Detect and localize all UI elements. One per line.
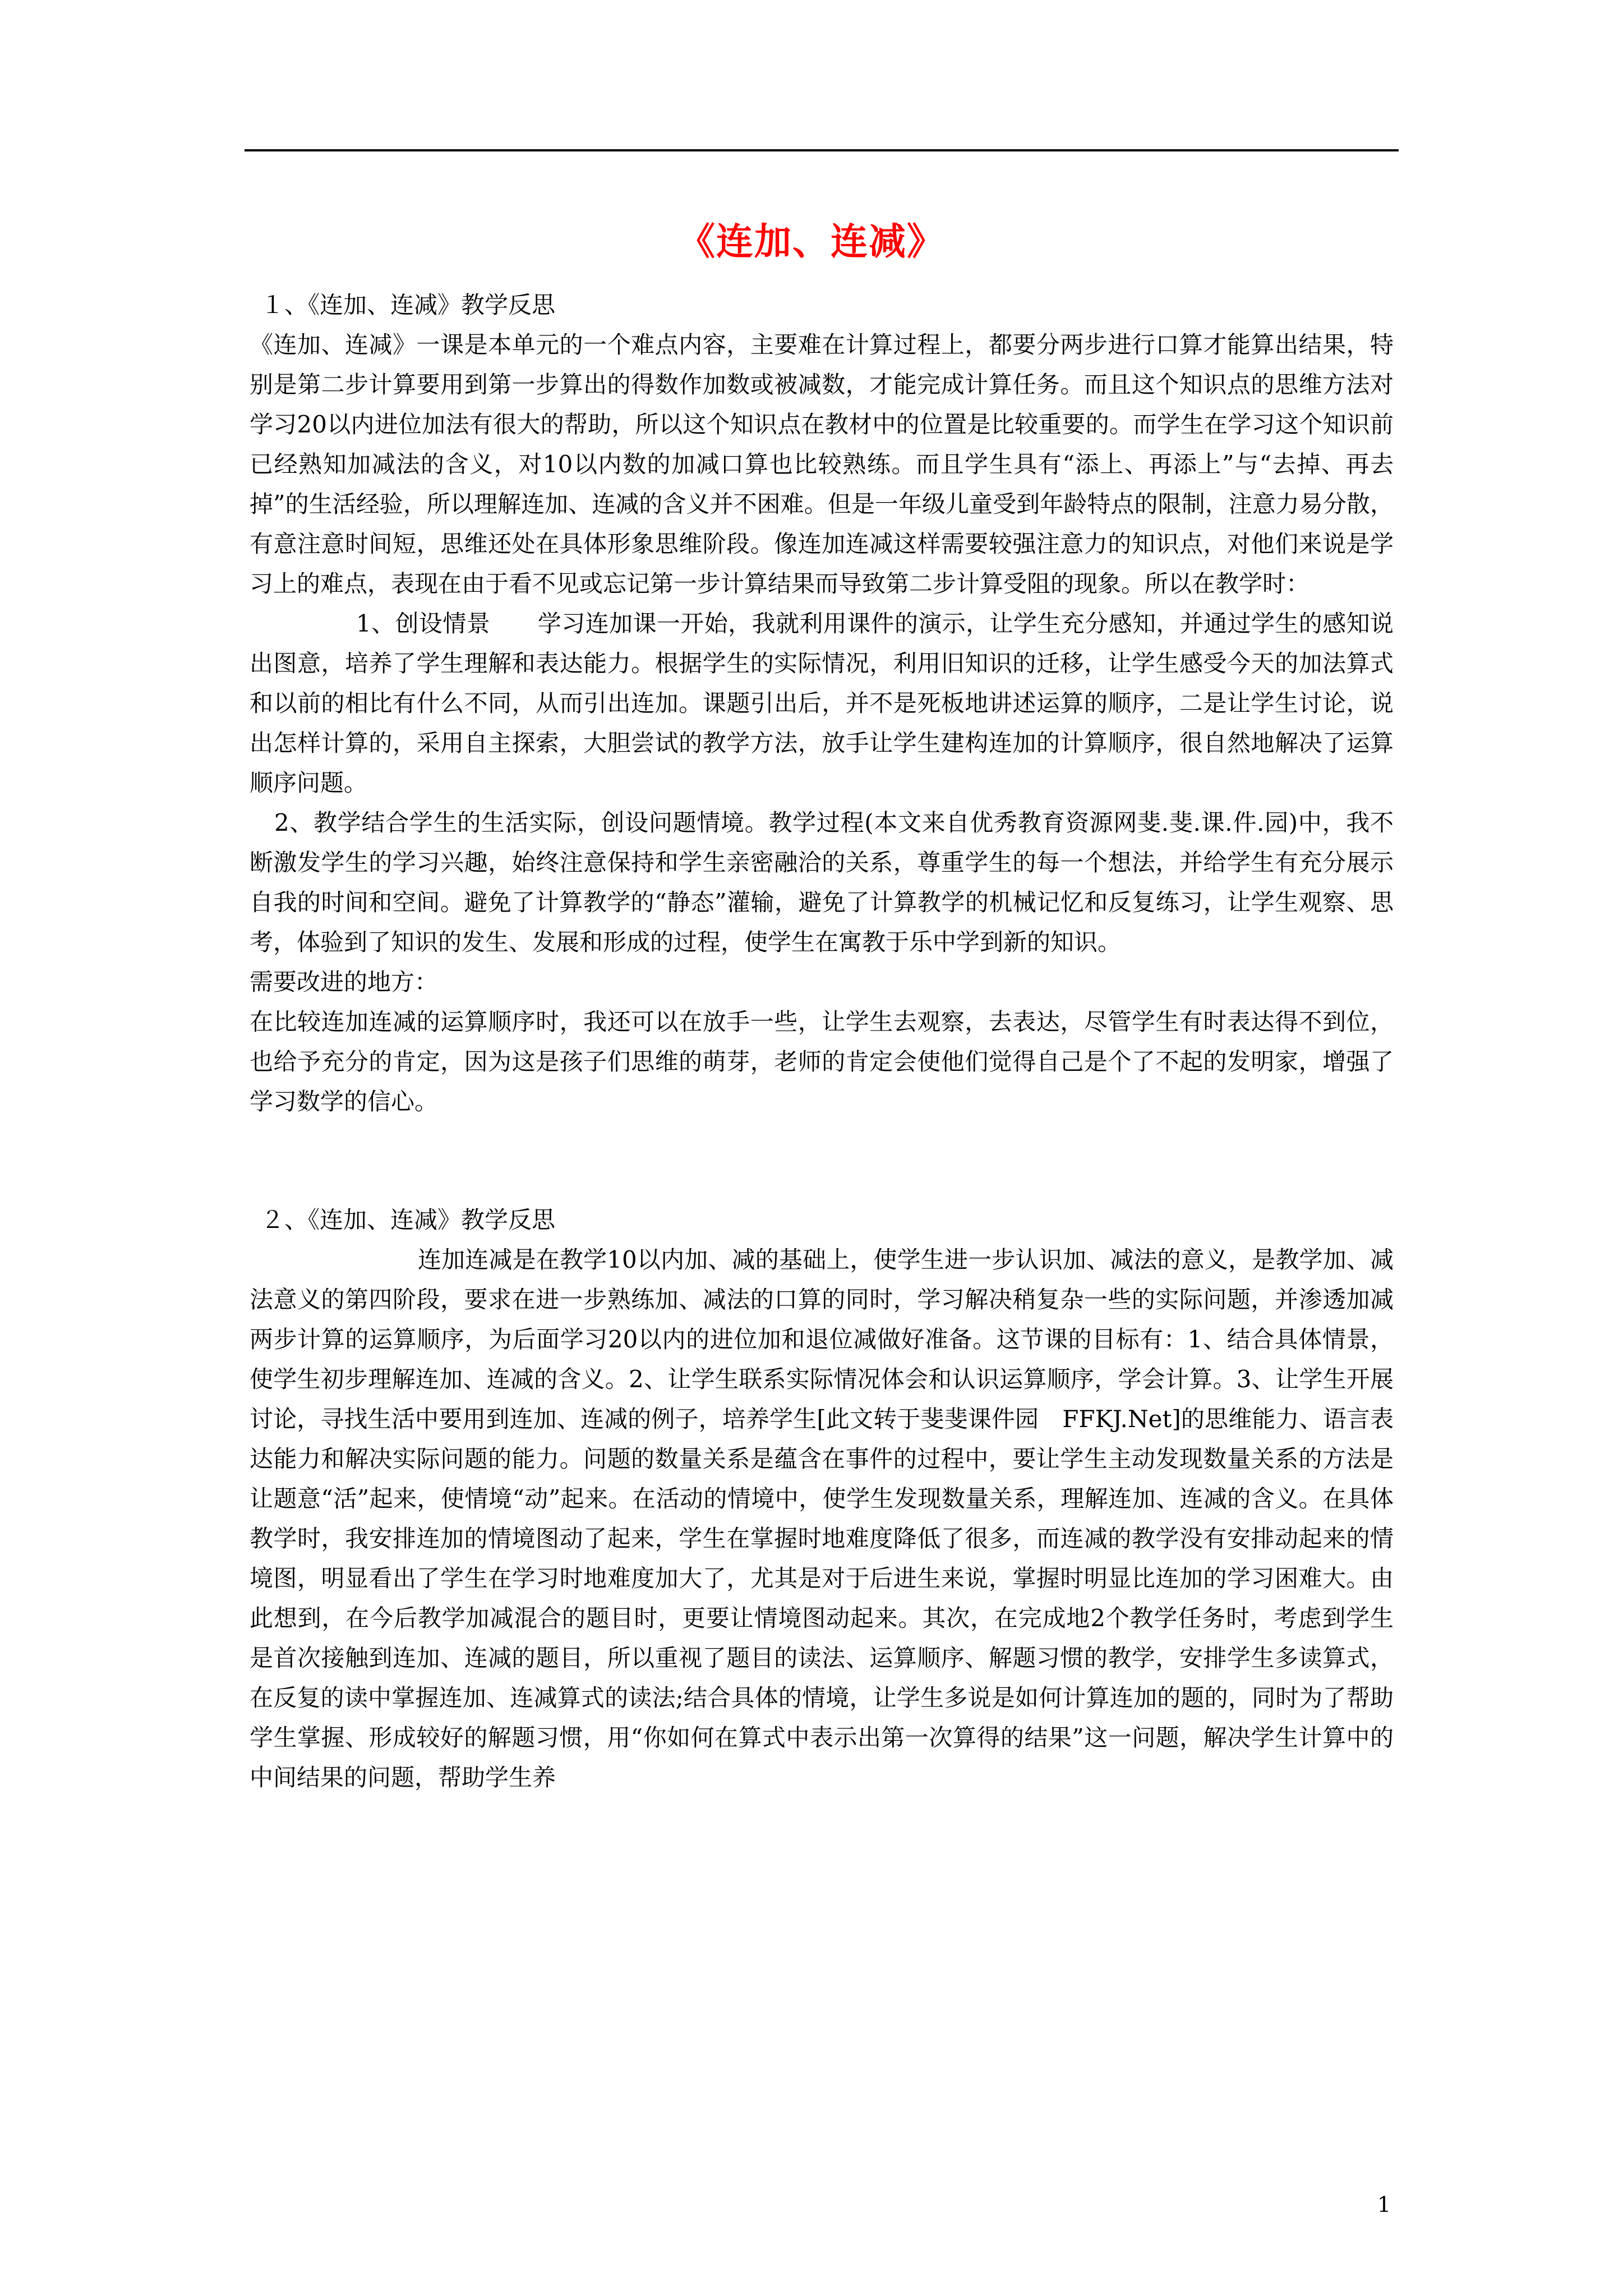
section-1-improvement-heading: 需要改进的地方： [250, 968, 439, 996]
page-number: 1 [1377, 2192, 1391, 2217]
section-2-paragraph: 连加连减是在教学10以内加、减的基础上，使学生进一步认识加、减法的意义，是教学加、减法意义的第四阶段，要求在进一步熟练加、减法的口算的同时，学习解决稍复杂一些的实际问题，并渗透加减两步计算的运算顺序，为后面学习20以内的进位加和退位减做好准备。这节课的目标有：1、结合具体情景，使学生初步理解连加、连减的含义。2、让学生联系实际情况体会和认识运算顺序，学会计算。3、让学生开展讨论，寻找生活中要用到连加、连减的例子，培养学生[此文转于斐斐课件园 FFKJ.Net]的思维能力、语言表达能力和解决实际问题的能力。问题的数量关系是蕴含在事件的过程中，要让学生主动发现数量关系的方法是让题意“活”起来，使情境“动”起来。在活动的情境中，使学生发现数量关系，理解连加、连减的含义。在具体教学时，我安排连加的情境图动了起来，学生在掌握时地难度降低了很多，而连减的教学没有安排动起来的情境图，明显看出了学生在学习时地难度加大了，尤其是对于后进生来说，掌握时明显比连加的学习困难大。由此想到，在今后教学加减混合的题目时，更要让情境图动起来。其次，在完成地2个教学任务时，考虑到学生是首次接触到连加、连减的题目，所以重视了题目的读法、运算顺序、解题习惯的教学，安排学生多读算式，在反复的读中掌握连加、连减算式的读法;结合具体的情境，让学生多说是如何计算连加的题的，同时为了帮助学生掌握、形成较好的解题习惯，用“你如何在算式中表示出第一次算得的结果”这一问题，解决学生计算中的中间结果的问题，帮助学生养 [250, 1246, 1394, 1791]
section-1-paragraph-intro: 《连加、连减》一课是本单元的一个难点内容，主要难在计算过程上，都要分两步进行口算才能算出结果，特别是第二步计算要用到第一步算出的得数作加数或被减数，才能完成计算任务。而且这个知识点的思维方法对学习20以内进位加法有很大的帮助，所以这个知识点在教材中的位置是比较重要的。而学生在学习这个知识前已经熟知加减法的含义，对10以内数的加减口算也比较熟练。而且学生具有“添上、再添上”与“去掉、再去掉”的生活经验，所以理解连加、连减的含义并不困难。但是一年级儿童受到年龄特点的限制，注意力易分散，有意注意时间短，思维还处在具体形象思维阶段。像连加连减这样需要较强注意力的知识点，对他们来说是学习上的难点，表现在由于看不见或忘记第一步计算结果而导致第二步计算受阻的现象。所以在教学时： [250, 331, 1394, 597]
document-body [250, 285, 1394, 1797]
section-2-heading: ２、《连加、连减》教学反思 [261, 1206, 556, 1234]
section-1-paragraph-point-2: 2、教学结合学生的生活实际，创设问题情境。教学过程(本文来自优秀教育资源网斐.斐.课.件.园)中，我不断激发学生的学习兴趣，始终注意保持和学生亲密融洽的关系，尊重学生的每一个想法，并给学生有充分展示自我的时间和空间。避免了计算教学的“静态”灌输，避免了计算教学的机械记忆和反复练习，让学生观察、思考，体验到了知识的发生、发展和形成的过程，使学生在寓教于乐中学到新的知识。 [250, 809, 1394, 956]
section-1-heading: １、《连加、连减》教学反思 [261, 291, 556, 319]
section-1-improvement-paragraph: 在比较连加连减的运算顺序时，我还可以在放手一些，让学生去观察，去表达，尽管学生有时表达得不到位，也给予充分的肯定，因为这是孩子们思维的萌芽，老师的肯定会使他们觉得自己是个了不起的发明家，增强了学习数学的信心。 [250, 1008, 1394, 1115]
header-rule [245, 149, 1399, 151]
section-1-paragraph-point-1: 1、创设情景 学习连加课一开始，我就利用课件的演示，让学生充分感知，并通过学生的感知说出图意，培养了学生理解和表达能力。根据学生的实际情况，利用旧知识的迁移，让学生感受今天的加法算式和以前的相比有什么不同，从而引出连加。课题引出后，并不是死板地讲述运算的顺序，二是让学生讨论，说出怎样计算的，采用自主探索，大胆尝试的教学方法，放手让学生建构连加的计算顺序，很自然地解决了运算顺序问题。 [250, 610, 1394, 797]
document-title: 《连加、连减》 [678, 219, 945, 263]
section-gap [250, 1121, 1394, 1200]
